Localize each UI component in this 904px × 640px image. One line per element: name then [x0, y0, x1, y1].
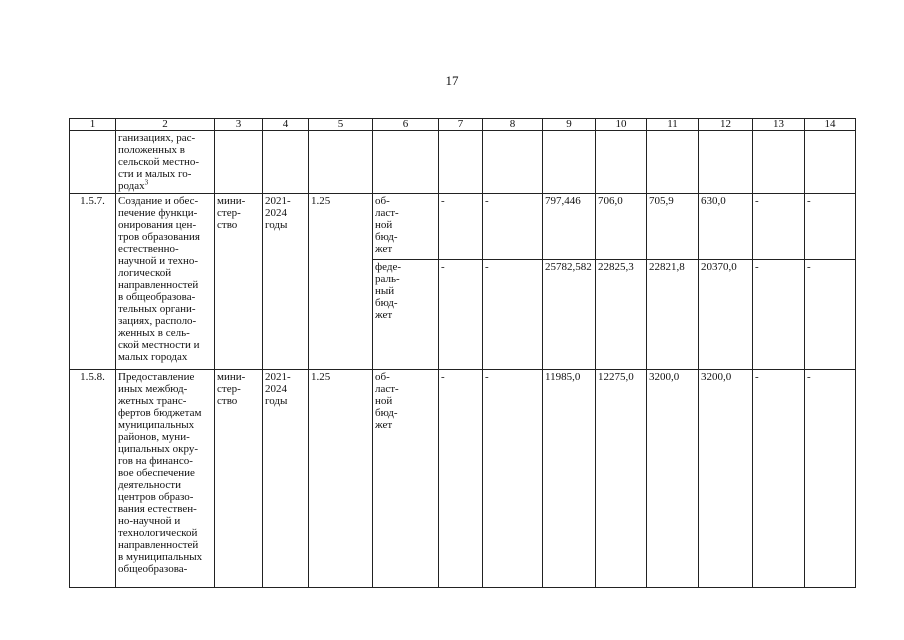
- row-executor: мини- стер- ство: [215, 370, 263, 588]
- row-cell: 20370,0: [699, 260, 753, 370]
- column-header: 1: [70, 119, 116, 131]
- row-period: 2021- 2024 годы: [263, 370, 309, 588]
- row-cell: [699, 131, 753, 194]
- table-row: [70, 194, 856, 260]
- row-cell: -: [439, 370, 483, 588]
- row-executor: мини- стер- ство: [215, 194, 263, 370]
- column-header: 8: [483, 119, 543, 131]
- row-cell: -: [483, 260, 543, 370]
- column-header: 2: [116, 119, 215, 131]
- row-period: [263, 131, 309, 194]
- row-source: феде- раль- ный бюд- жет: [373, 260, 439, 370]
- row-cell: 12275,0: [596, 370, 647, 588]
- row-name: ганизациях, рас- положенных в сельской местно- сти и малых го- родах$^3$: [116, 131, 215, 194]
- row-cell: [596, 131, 647, 194]
- row-cell: [483, 131, 543, 194]
- row-cell: 11985,0: [543, 370, 596, 588]
- row-cell: -: [805, 194, 856, 260]
- row-code: [70, 131, 116, 194]
- row-source: [373, 131, 439, 194]
- column-header: 4: [263, 119, 309, 131]
- row-cell: -: [483, 194, 543, 260]
- row-code: 1.5.8.: [70, 370, 116, 588]
- row-cell: 22821,8: [647, 260, 699, 370]
- row-indicator: 1.25: [309, 194, 373, 370]
- row-cell: -: [753, 370, 805, 588]
- row-name: Предоставление иных межбюд- жетных транс- фертов бюджетам муниципальных районов, муни- ципальных окру- гов на финансо- вое обеспечение деятельности центров образо- вания естествен- но-научной и технологической направленностей в муниципальных общеобразова-: [116, 370, 215, 588]
- column-header: 9: [543, 119, 596, 131]
- row-cell: 3200,0: [699, 370, 753, 588]
- row-name: Создание и обес- печение функци- онирования цен- тров образования естественно- научной и техно- логической направленностей в общеобразова- тельных органи- зациях, располо- женных в сель- ской местности и малых городах: [116, 194, 215, 370]
- page-number: 17: [445, 73, 459, 88]
- row-cell: 3200,0: [647, 370, 699, 588]
- table-header-row: [70, 119, 856, 131]
- row-source: об- ласт- ной бюд- жет: [373, 194, 439, 260]
- row-code: 1.5.7.: [70, 194, 116, 370]
- row-indicator: [309, 131, 373, 194]
- row-cell: [543, 131, 596, 194]
- column-header: 7: [439, 119, 483, 131]
- row-cell: -: [439, 194, 483, 260]
- column-header: 5: [309, 119, 373, 131]
- row-cell: 797,446: [543, 194, 596, 260]
- column-header: 13: [753, 119, 805, 131]
- row-cell: 630,0: [699, 194, 753, 260]
- row-cell: 25782,582: [543, 260, 596, 370]
- row-source: об- ласт- ной бюд- жет: [373, 370, 439, 588]
- row-indicator: 1.25: [309, 370, 373, 588]
- footnote-marker: 3: [144, 178, 149, 187]
- row-cell: [647, 131, 699, 194]
- row-cell: [805, 131, 856, 194]
- column-header: 14: [805, 119, 856, 131]
- row-cell: -: [753, 194, 805, 260]
- column-header: 10: [596, 119, 647, 131]
- column-header: 12: [699, 119, 753, 131]
- table-row: [70, 370, 856, 588]
- row-cell: -: [753, 260, 805, 370]
- row-executor: [215, 131, 263, 194]
- row-cell: -: [483, 370, 543, 588]
- row-cell: [439, 131, 483, 194]
- column-header: 11: [647, 119, 699, 131]
- row-cell: -: [805, 370, 856, 588]
- row-cell: 22825,3: [596, 260, 647, 370]
- row-cell: -: [439, 260, 483, 370]
- budget-table: [69, 118, 856, 588]
- row-period: 2021- 2024 годы: [263, 194, 309, 370]
- row-cell: -: [805, 260, 856, 370]
- row-cell: 706,0: [596, 194, 647, 260]
- column-header: 6: [373, 119, 439, 131]
- table-row: [70, 131, 856, 194]
- column-header: 3: [215, 119, 263, 131]
- row-cell: [753, 131, 805, 194]
- row-cell: 705,9: [647, 194, 699, 260]
